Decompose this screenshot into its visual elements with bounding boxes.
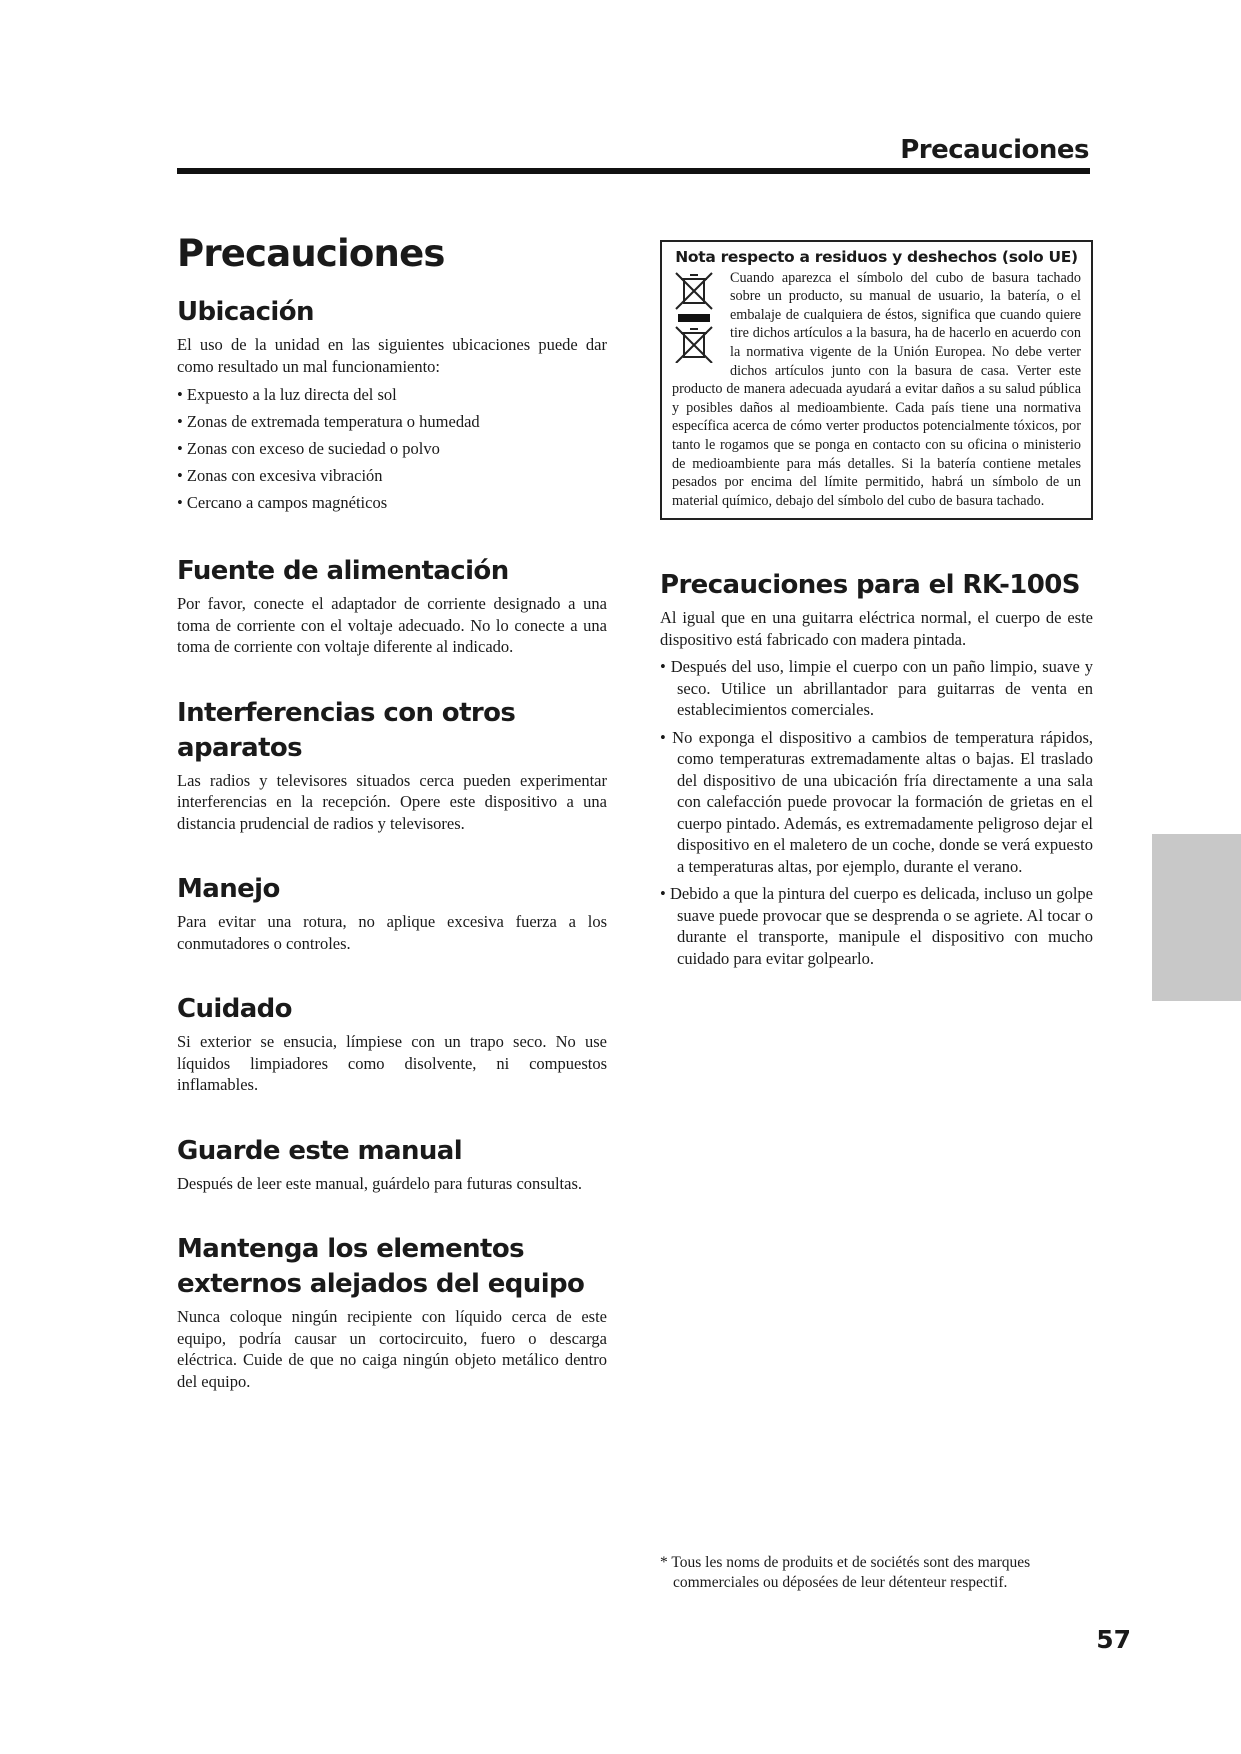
section-body: Por favor, conecte el adaptador de corriente designado a una toma de corriente con el voltaje adecuado. No lo conecte a una toma de corriente con voltaje diferente al indicado. [177, 594, 607, 656]
section-heading: Interferencias con otros aparatos [177, 697, 516, 763]
section-manejo [177, 872, 607, 954]
section-body: Si exterior se ensucia, límpiese con un trapo seco. No use líquidos limpiadores como disolvente, ni compuestos inflamables. [177, 1032, 607, 1094]
notice-title: Nota respecto a residuos y deshechos (solo UE) [675, 248, 1078, 266]
running-header-title: Precauciones [900, 135, 1089, 165]
list-item: • Expuesto a la luz directa del sol [177, 381, 607, 408]
section-rk100s [660, 568, 1093, 969]
weee-icons [672, 271, 724, 363]
right-column [660, 240, 1093, 1007]
location-list [177, 381, 607, 516]
chapter-tab [1152, 834, 1241, 1001]
section-fuente [177, 554, 607, 658]
section-mantenga [177, 1232, 607, 1392]
section-heading: Guarde este manual [177, 1135, 463, 1166]
section-cuidado [177, 992, 607, 1096]
list-item: • Cercano a campos magnéticos [177, 489, 607, 516]
section-guarde [177, 1134, 607, 1195]
section-ubicacion [177, 295, 607, 516]
notice-body: Cuando aparezca el símbolo del cubo de basura tachado sobre un producto, su manual de usuario, la batería, o el embalaje de cualquiera de éstos, significa que cuando quiere tire dichos artículos a la basura, ha de hacerlo en acuerdo con la normativa vigente de la Unión Europea. No debe verter dichos artículos junto con la basura de casa. Verter este producto de manera adecuada ayudará a evitar daños a su salud pública y posibles daños al medioambiente. Cada país tiene una normativa específica acerca de cómo verter productos potencialmente tóxicos, por tanto le rogamos que se ponga en contacto con su oficina o ministerio de medioambiente para más detalles. Si la batería contiene metales pesados por encima del límite permitido, habrá un símbolo de un material químico, debajo del símbolo del cubo de basura tachado. [672, 269, 1081, 509]
section-body: Al igual que en una guitarra eléctrica normal, el cuerpo de este dispositivo está fabricado con madera pintada. [660, 608, 1093, 649]
section-body: Las radios y televisores situados cerca pueden experimentar interferencias en la recepción. Opere este dispositivo a una distancia prudencial de radios y televisores. [177, 770, 607, 833]
footnote: * Tous les noms de produits et de sociétés sont des marques commerciales ou déposées de leur détenteur respectif. [660, 1554, 1031, 1591]
section-heading: Mantenga los elementos externos alejados del equipo [177, 1234, 585, 1299]
list-item: • Zonas con exceso de suciedad o polvo [177, 435, 607, 462]
section-heading: Precauciones para el RK-100S [660, 570, 1080, 601]
list-item: • Después del uso, limpie el cuerpo con un paño limpio, suave y seco. Utilice un abrillantador para guitarras de venta en establecimientos comerciales. [660, 656, 1093, 721]
section-heading: Fuente de alimentación [177, 556, 509, 586]
section-interferencias [177, 696, 607, 835]
section-heading: Ubicación [177, 297, 314, 327]
list-item: • Zonas con excesiva vibración [177, 462, 607, 489]
left-column [177, 232, 607, 1430]
section-body: Nunca coloque ningún recipiente con líquido cerca de este equipo, podría causar un cortocircuito, fuero o descarga eléctrica. Cuide de que no caiga ningún objeto metálico dentro del equipo. [177, 1307, 607, 1391]
list-item: • Debido a que la pintura del cuerpo es delicada, incluso un golpe suave puede provocar que se desprenda o se agriete. Al tocar o durante el transporte, manipule el dispositivo con mucho cuidado para evitar golpearlo. [660, 883, 1093, 969]
rk-precautions-list [660, 656, 1093, 969]
crossed-bin-icon [672, 271, 716, 363]
section-body: Para evitar una rotura, no aplique excesiva fuerza a los conmutadores o controles. [177, 912, 607, 953]
header-rule [177, 168, 1090, 174]
section-body: Después de leer este manual, guárdelo para futuras consultas. [177, 1173, 583, 1193]
page-number: 57 [1096, 1625, 1131, 1654]
section-body: El uso de la unidad en las siguientes ubicaciones puede dar como resultado un mal funcionamiento: [177, 335, 607, 376]
list-item: • No exponga el dispositivo a cambios de temperatura rápidos, como temperaturas extremadamente altas o bajas. El traslado del dispositivo de una ubicación fría directamente a una sala con calefacción puede provocar la formación de grietas en el cuerpo pintado. Además, es extremadamente peligroso dejar el dispositivo en el maletero de un coche, donde se verá expuesto a temperaturas altas, por ejemplo, durante el verano. [660, 727, 1093, 878]
weee-notice-box [660, 240, 1093, 520]
page-title: Precauciones [177, 232, 445, 275]
section-heading: Cuidado [177, 994, 292, 1024]
list-item: • Zonas de extremada temperatura o humedad [177, 408, 607, 435]
section-heading: Manejo [177, 874, 280, 904]
